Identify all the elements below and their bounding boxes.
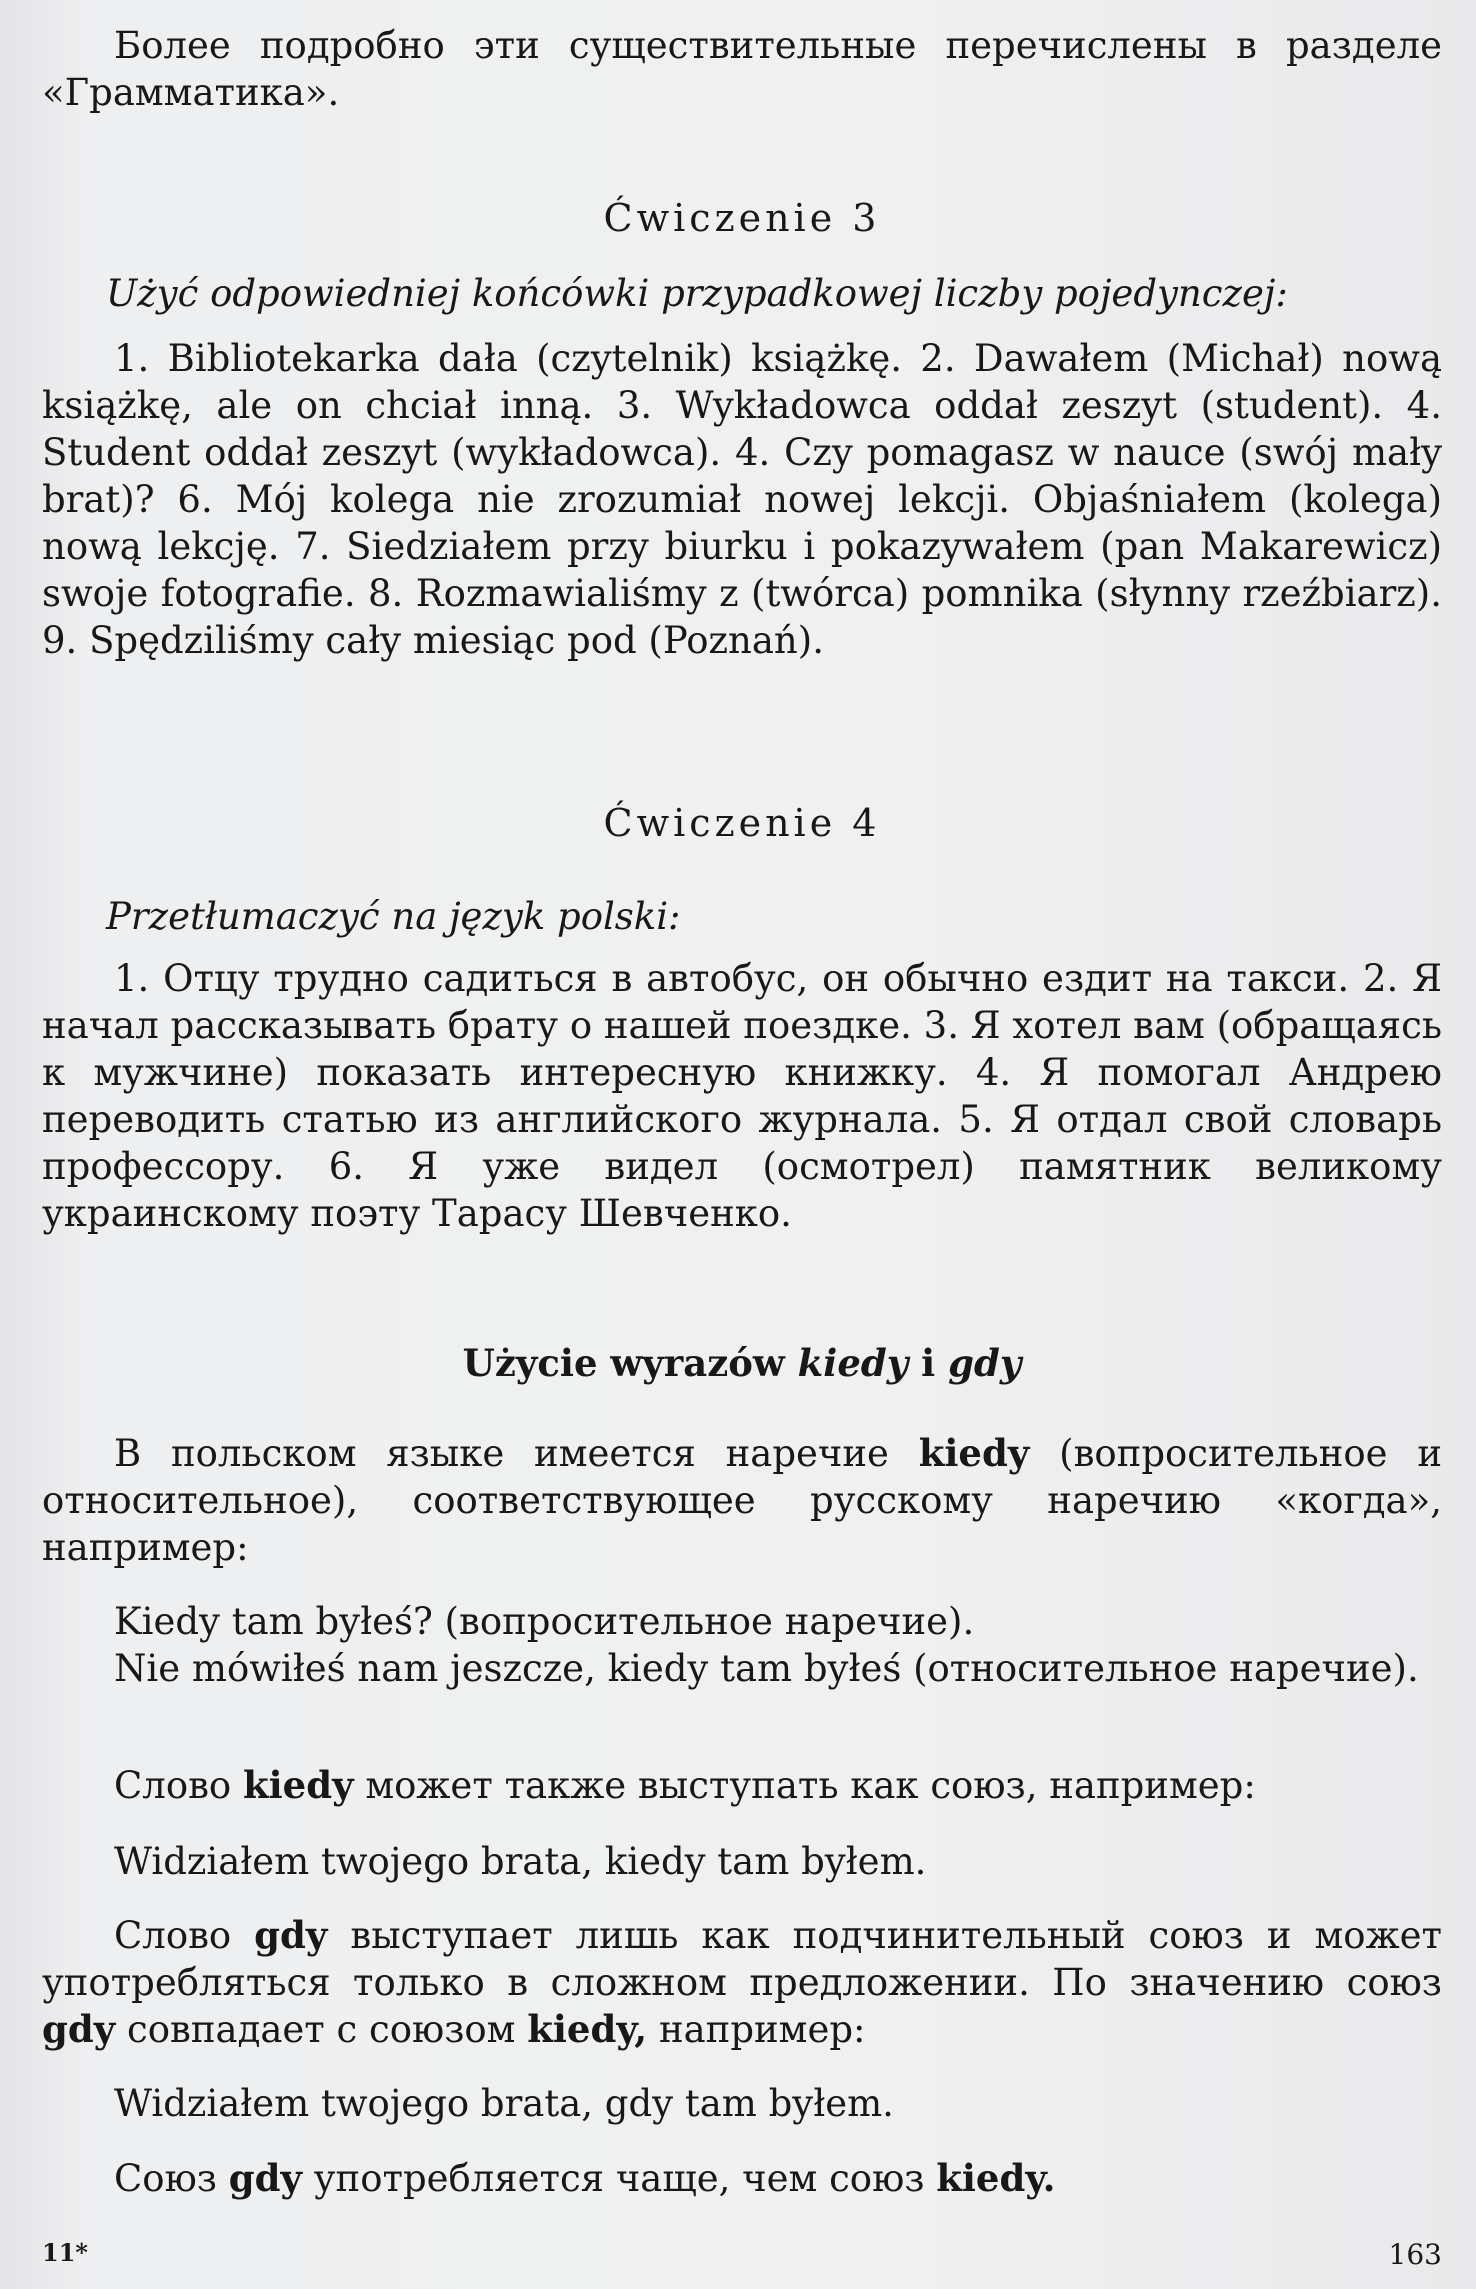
p1-keyword: kiedy	[918, 1431, 1030, 1475]
intro-block	[42, 22, 1442, 116]
p2-keyword: kiedy	[242, 1763, 354, 1807]
example-4-block	[42, 2080, 1442, 2127]
p3-keyword-1: gdy	[254, 1913, 328, 1957]
p4-keyword-1: gdy	[228, 2156, 302, 2200]
intro-paragraph: Более подробно эти существительные перечислены в разделе «Грамматика».	[42, 24, 1442, 114]
p3-keyword-3: kiedy,	[527, 2007, 648, 2051]
signature-mark: 11*	[42, 2238, 88, 2267]
exercise-4	[42, 800, 1442, 847]
p1-text-a: В польском языке имеется наречие	[114, 1432, 889, 1475]
p3-text-c: совпадает с союзом	[127, 2008, 516, 2051]
p2-text-a: Слово	[114, 1764, 232, 1807]
section-title-prefix: Użycie wyrazów	[462, 1341, 785, 1385]
exercise-4-heading: Ćwiczenie 4	[603, 801, 881, 845]
p1-text-b: (вопросительное и относительное), соответствующее русскому наречию «когда», например:	[42, 1432, 1442, 1569]
example-1-block	[42, 1598, 1442, 1692]
exercise-4-body: 1. Отцу трудно садиться в автобус, он обычно ездит на такси. 2. Я начал рассказывать брату о нашей поездке. 3. Я хотел вам (обращаясь к мужчине) показать интересную книжку. 4. Я помогал Андрею переводить статью из английского журнала. 5. Я отдал свой словарь профессору. 6. Я уже видел (осмотрел) памятник великому украинскому поэту Тарасу Шевченко.	[42, 957, 1442, 1235]
p3-text-a: Слово	[114, 1914, 232, 1957]
section-paragraph-4-block	[42, 2155, 1442, 2202]
example-3-block	[42, 1838, 1442, 1885]
section-paragraph-2	[42, 1762, 1442, 1809]
example-3: Widziałem twojego brata, kiedy tam byłem.	[114, 1840, 927, 1883]
p4-text-b: употребляется чаще, чем союз	[313, 2157, 925, 2200]
p2-text-b: может также выступать как союз, например:	[365, 1764, 1256, 1807]
exercise-3-body: 1. Bibliotekarka dała (czytelnik) książkę. 2. Dawałem (Michał) nową książkę, ale on chciał inną. 3. Wykładowca oddał zeszyt (student). 4. Student oddał zeszyt (wykładowca). 4. Czy pomagasz w nauce (swój mały brat)? 6. Mój kolega nie zrozumiał nowej lekcji. Objaśniałem (kolega) nową lekcję. 7. Siedziałem przy biurku i pokazywałem (pan Makarewicz) swoje fotografie. 8. Rozmawialiśmy z (twórca) pomnika (słynny rzeźbiarz). 9. Spędziliśmy cały miesiąc pod (Poznań).	[42, 337, 1442, 662]
p3-text-b: выступает лишь как подчинительный союз и может употребляться только в сложном предложении. По значению союз	[42, 1914, 1442, 2004]
exercise-3-instruction-block	[42, 270, 1442, 317]
section-title-gdy: gdy	[948, 1341, 1022, 1385]
section-title-block	[42, 1340, 1442, 1387]
section-paragraph-4	[42, 2155, 1442, 2202]
p4-text-a: Союз	[114, 2157, 217, 2200]
section-paragraph-3	[42, 1912, 1442, 2053]
page-footer	[42, 2238, 1442, 2271]
p3-keyword-2: gdy	[42, 2007, 116, 2051]
exercise-4-instruction: Przetłumaczyć na język polski:	[106, 895, 681, 938]
exercise-3	[42, 195, 1442, 242]
exercise-4-instruction-block	[42, 893, 1442, 940]
section-paragraph-1-block	[42, 1430, 1442, 1571]
section-paragraph-2-block	[42, 1762, 1442, 1809]
section-paragraph-3-block	[42, 1912, 1442, 2053]
section-title-i: i	[921, 1341, 936, 1385]
exercise-3-body-block	[42, 335, 1442, 664]
section-paragraph-1	[42, 1430, 1442, 1571]
example-4: Widziałem twojego brata, gdy tam byłem.	[114, 2082, 894, 2125]
exercise-3-instruction: Użyć odpowiedniej końcówki przypadkowej liczby pojedynczej:	[106, 272, 1288, 315]
page-number: 163	[1388, 2238, 1442, 2271]
example-2: Nie mówiłeś nam jeszcze, kiedy tam byłeś (относительное наречие).	[114, 1647, 1419, 1690]
exercise-4-body-block	[42, 955, 1442, 1237]
section-title	[42, 1340, 1442, 1387]
example-1: Kiedy tam byłeś? (вопросительное наречие).	[114, 1600, 975, 1643]
p3-text-d: например:	[658, 2008, 866, 2051]
exercise-3-heading: Ćwiczenie 3	[603, 196, 881, 240]
p4-keyword-2: kiedy.	[936, 2156, 1056, 2200]
section-title-kiedy: kiedy	[797, 1341, 909, 1385]
